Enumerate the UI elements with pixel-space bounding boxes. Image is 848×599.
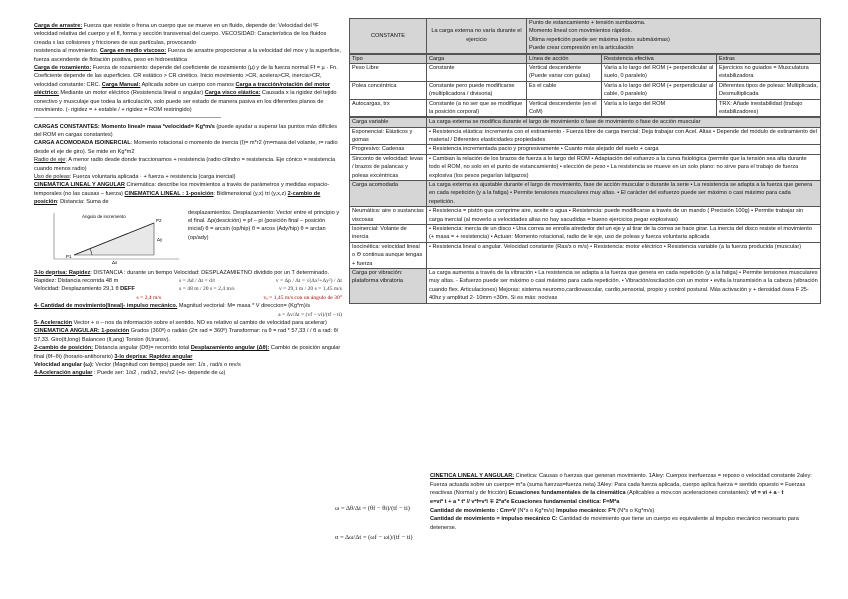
equation-aceleracion: a = Δv/Δt = (vf − vi)/(tf − ti) [278,311,342,318]
text-cargas-constantes: (puede ayudar a superar las puntos más difíciles del ROM en cargas constantes) [34,123,338,139]
section-row [350,154,821,180]
paragraph-cambio-posicion-angular [34,344,342,361]
label-cinematica-angular: CINEMATICA ANGULAR: 1-posición [34,328,130,335]
text-cinematica-angular: Grados (360º) o radián (2π rad = 360º) Transformar: ra θ = rad * 57,33 / / θ a rad: θ/ 57,33. Giro(lt,long) Balanceo (lt,ang) Torsion (lt,transv). [34,328,339,343]
table-row [350,81,821,99]
cinetica-section [430,472,820,533]
section-text: • Resistencia lineal o angular. Velocidad constante (Ras/s o m/s) • Resistencia: motor eléctrico • Resistencia variable (a la fuerza producida (muscular) [427,242,821,268]
label-carga-arrastre: Carga de arrastre: [34,23,83,29]
equation-rapidez-result: s = 2,4 m/s [136,294,162,301]
label-cinematica-lineal: CINEMATICA LINEAL : 1-posición [124,190,214,197]
section-row [350,207,821,225]
cell-tipo: Polea concéntrica [350,81,427,99]
deff-label: DEFF [120,286,135,293]
label-rozamiento: Carga de rozamiento: [34,64,92,71]
label-carga-acomodada: CARGA ACOMODADA ISOINERCIAL [34,140,131,147]
text-posicion: : Bidimensional (y,x) tri (y,x,z) [213,190,288,197]
fig-label-p2: P2 [156,217,162,223]
table-row [350,63,821,81]
text-ecuaciones-cinematica: (Aplicables a mov.con aceleraciones constantes): [625,490,752,497]
text-carga-arrastre: Fuerza que resiste o frena un cuerpo que se mueve en un fluido, depende de: Velocidad del ºF velocidad relativa del cuerpo y el fl, forma y sección transversal del cuerpo. VECOSIDAD: Característica de los fluidos creada x las colisiones y fricciones de sus partículas, provocando [34,23,327,46]
equation-velocidad-result: vₑ = 1,45 m/s con un ángulo de 30° [263,294,342,301]
label-velocidad-angular: Velocidad angular (ω): [34,361,94,368]
velocidad-desplazamiento: Velocidad: Desplazamiento 29,1 θ [34,286,121,293]
equation-alpha: α = Δω/Δt = (ωf − ωi)/(tf − ti) [335,534,413,541]
text-carga-manual: Aplicada sobre un cuerpo con manos [140,81,236,88]
paragraph-poleas [34,173,342,181]
cell-extras: Diferentes tipos de poleas: Multiplicada, Desmultiplicada [717,81,821,99]
section-text: • Cambian la relación de los brazos de fuerza a lo largo del ROM • Adaptación del esfuerzo a la curva fisiológica (permite que la tensión sea alta durante todo el ROM, no solo en el punto de estancamiento) • elección de peso • La resistencia se mueve en un solo plano: no sirve para el trabajo de fuerza explosiva (los pesos pegarían latigazos) [427,154,821,180]
text-cambio-posicion: : Distancia: Suma de [57,199,109,206]
header-resistencia: Resistencia efectiva [602,54,717,63]
figure-description: desplazamientos. Desplazamiento: Vector entre el principio y el final. Δp(descición) = pf – pi (posición final – posición inicial) θ = arcsin (op/hip) θ = arcos (Ady/hip) θ = arctan (op/ady) [188,209,340,241]
header-tipo: Tipo [350,54,427,63]
text-carga-acomodada: : Momento rotacional o momento de inercia (I)= m*r2 (m=masa del volante, r= radio desde el eje de giro). Se mide en Kg*m2 [34,140,338,155]
tipos-table [349,54,821,118]
label-ecuacion-cinetica: Ecuaciones fundamental cinética: F=M*a [509,498,620,505]
text-distancia-angular: Distancia angular (Dθ)= recorrido total [93,345,191,352]
cell-tipo: Peso Libre [350,63,427,81]
constante-description [527,19,821,54]
paragraph-radio-eje [34,156,342,173]
equation-row-accel [34,311,342,319]
text-cinematica: Cinemática: describe los movimientos a través de parámetros y medidas espacio-temporales (no las causas – fuerza) [34,182,330,197]
text-radio-eje: : A menor radio desde donde traccionamos + resistencia (radio cilindro = resistencia. Eje cónico = resistencia cuando menos radio) [34,157,336,172]
cell-extras: Ejercicios no guiados = Musculatura estabilizadora [717,63,821,81]
label-visco-elastica: Carga visco elástica: [204,90,261,97]
section-label: Carga por vibración: plataforma vibratoria [350,268,427,303]
left-column [34,22,342,567]
text-cantidad-mov: (N*s o Kg*m/s) [515,507,557,514]
constante-desc-line: Punto de estancamiento + tensión sumbaxima. [529,20,646,26]
text-velocidad-angular: Vector (Magnitud con tiempo) puede ser: 1/s , rad/s o rev/s [93,361,241,368]
text-motor-electrico: Mediante un motor eléctrico (Resistencia lineal o angular) [58,90,205,97]
header-extras: Extras [717,54,821,63]
label-medio-viscoso: Carga en medio viscoso: [99,48,167,55]
fig-label-p1: P1 [66,253,72,259]
section-label: Carga variable [350,118,427,127]
equation-velocidad: v = Δp / Δt = √(Δx²+Δy²) / Δt [275,277,342,284]
cell-linea: Vertical descendente (Puede variar con guías) [527,63,602,81]
paragraph-cantidad-movimiento [34,302,342,310]
text-equivalencia: Cantidad de movimiento que tiene un cuerpo es equivalente al impulso mecánico necesario para detenerse. [430,516,799,531]
text-impulso: (N*s o Kg*m/s) [615,507,655,514]
label-aceleracion: 5- Aceleración [34,319,73,326]
label-cantidad-mov: Cantidad de movimiento : Cm=V [430,507,516,514]
cell-extras: TRX: Añade inestabilidad (trabajo estabilizadores) [717,99,821,117]
text-medio-viscoso: Fuerza de arrastre proporcionar a la velocidad del mov y la superficie, fuerza ascendente de flotación positiva, peso en hidroestática [34,48,341,63]
text-visco-elastica: Causada x la rigidez del tejido conectivo y musculaje que todea la articulación, solo puede ser estado de manera pasiva en los diferentes planos de movimiento. (- rigidez = + estable / + rigidez = ROM restringido) [34,90,337,113]
section-row [350,242,821,268]
paragraph-arrastre [34,22,342,47]
cell-carga: Constante [427,63,527,81]
fig-label-angle: Ángulo de incremento [82,213,126,219]
section-label: Isoinercial: Volante de inercia [350,224,427,242]
label-motor-electrico: Carga a tracción/rotación del motor eléctrico: [34,81,330,97]
equation-row-1 [34,277,342,285]
cell-resistencia: Varía a lo largo del ROM (+ perpendicular al suelo, 0 paralelo) [602,63,717,81]
paragraph-cinematica [34,181,342,206]
label-equivalencia: Cantidad de movimiento = impulso mecánico C: [430,516,558,523]
label-radio-eje: Radio de eje [34,157,66,164]
displacement-diagram [34,209,184,267]
section-text: La carga externa es ajustable durante el largo de movimiento, fase de acción muscular o durante la serie • La resistencia se adapta a la fuerza que genera en cada repetición (y a la fatiga) • Permite tensiones musculares muy altas. • El carácter del esfuerzo puede ser máximo o casi máximo para cada repetición. [427,181,821,207]
cell-resistencia: Varía a lo largo del ROM [602,99,717,117]
fig-label-dy: Δy [157,236,163,242]
section-row [350,118,821,127]
constante-carga-externa: La carga externa no varía durante el ejercicio [427,19,527,54]
rapidez-distancia: Rapidez: Distancia recorrida 48 m [34,277,119,284]
tipos-header-row [350,54,821,63]
constante-desc-line: Última repetición puede ser máxima (estos submáximas) [529,36,670,43]
text-aceleracion-angular: : Puede ser: 1/s2 , rad/s2, rev/s2 (+o- depende de ω) [92,370,226,377]
paragraph-viscoso [34,47,342,64]
text-rapidez: : DISTANCIA : durante un tiempo Velocidad: DESPLAZAMIETNO dividido por un T determinado. [90,269,330,276]
label-cinetica: CINETICA LINEAL Y ANGULAR: [430,473,515,479]
paragraph-rozamiento [34,64,342,114]
header-carga: Carga [427,54,527,63]
cell-carga: Constante pero puede modificarse (multiplicadora / divisoria) [427,81,527,99]
section-label: Progresivo: Cadenas [350,145,427,154]
fig-label-dx: Δx [112,259,118,265]
constante-desc-line: Momento lineal con movimientos rápidos. [529,28,632,35]
text-rozamiento: Fuerza de rozamiento: depende del coeficiente de rozamiento (µ) y de la fuerza normal Ff = µ · Fn. Coeficiente depende de las superficies. CR estático > CR cinético. Inicio movimiento >CR, acelera>CR, inercia>CR, velocidad constante: CRC. [34,64,338,88]
section-label: Exponencial: Elásticos y gomas [350,127,427,145]
label-cantidad-movimiento: 4- Cantidad de movimiento(lineal)- impulso mecánico. [34,303,178,310]
text-desplazamiento-angular: Cambio de posición angular final (θf−θi) (horario-antihorario) [34,345,341,360]
paragraph-carga-acomodada [34,139,342,156]
section-text: • Resistencia = pistón que comprime aire, aceite o agua • Resistencia: puede modificarse a través de un mando ( Precisión 100g) • Permite trabajar sin carga inercial (al moverlo a velocidades altas no hay sacudidas = bueno ejercicios pegar explosivas) [427,207,821,225]
label-poleas: Uso de poleas [34,174,70,181]
equation-row-3 [34,294,342,302]
constante-header-row [350,19,821,54]
table-row [350,99,821,117]
paragraph-velocidad-angular [34,361,342,369]
section-row [350,268,821,303]
section-text: • Resistencia: inercia de un disco • Una correa se enrolla alrededor del un eje y al tirar de la correa se hace girar. La inercia del disco resiste el movimiento (+ masa = + resistencia) • Actuan: Momento rotacional, radio de le eje, uso de poleas y fuerza voluntaria aplicada [427,224,821,242]
constante-title: CONSTANTE [350,19,427,54]
equation-rapidez: s = Δd / Δt = d/t [179,277,215,284]
paragraph-aceleracion-angular [34,369,342,377]
constante-desc-line: Puede crear compresión en la articulación [529,45,634,52]
cell-linea: Es el cable [527,81,602,99]
label-cinematica: CINEMÁTICA LINEAL Y ANGULAR [34,182,125,189]
equation-velocidad-value: v = 29,1 m / 20 s = 1,45 m/s [278,286,342,293]
label-impulso: Impulso mecánico: F*t [556,507,616,514]
paragraph-aceleracion [34,319,342,327]
label-cambio-posicion: 2-cambio de posición [34,190,321,206]
equation-row-2 [34,285,342,293]
section-text: La carga externa se modifica durante el largo de movimiento o fase de movimiento o fase de acción muscular [427,118,821,127]
paragraph-rapidez [34,269,342,277]
label-desplazamiento-angular: Desplazamiento angular (Δθ): [190,345,270,352]
equation-vf: vf = vi + a · t [751,490,784,497]
equation-e: e=vi* t + a * t² // v²f=v²i ∓ 2*a*e [430,498,510,505]
label-rapidez-angular: 3-lo deprisa: Rapidez angular [114,353,193,360]
text-cantidad-movimiento: Magnitud vectorial: M= masa * V direccion= (Kg*m)/s [177,303,311,310]
constante-table [349,18,821,54]
paragraph-cargas-constantes [34,123,342,140]
angular-formulas [335,485,430,541]
label-rapidez: 3-lo deprisa: Rapidez [34,269,91,276]
equation-rapidez-value: s = 48 m / 20 s = 2,4 m/s [179,286,235,293]
label-aceleracion-angular: 4-Aceleración angular [34,370,93,377]
text-cinetica: Cinetica: Causas o fuerzas que generan movimiento. 1Aley: Cuerpos inerfuerzas = reposo o velocidad constante 2aley: Fuerza actuada sobre un cuerpo= m*a (suma fuerzas=fuerza neta) 3Aley: Para cada fuerza aplicada, cuerpo aplica fuerza = sentido opuesto = Fuerzas reactivas (Normal y de fricción) [430,473,812,497]
cell-resistencia: Varía a lo largo del ROM (+ perpendicular al cable, 0 paralelo) [602,81,717,99]
section-text: • Resistencia elástica: incrementa con el estiramiento - Fuerza libre de carga inercial: Deja trabajar con Acel. Altas • Depende del módulo de estiramiento del material / Diferentes elasticidades propiedades [427,127,821,145]
section-row [350,224,821,242]
label-ecuaciones-cinematica: Ecuaciones fundamentales de la cinemática [508,490,626,497]
text-resistencia: resistencia al movimiento. [34,48,100,55]
section-row [350,127,821,145]
section-row [350,145,821,154]
section-label: Neumática: aire o sustancias viscosas [350,207,427,225]
header-linea-accion: Línea de acción [527,54,602,63]
displacement-figure [34,209,342,267]
label-carga-manual: Carga Manual: [101,81,141,88]
cell-linea: Vertical descendente (en el CoM) [527,99,602,117]
variable-table [349,117,821,303]
cell-carga: Constante (a no ser que se modifique la posición corporal) [427,99,527,117]
equation-omega: ω = Δθ/Δt = (θf − θi)/(tf − ti) [335,505,410,512]
text-aceleracion: Vector + o – nos da información sobre el sentido. NO es relativo al cambio de velocidad para acelerar) [72,319,327,326]
section-text: • Resistencia incrementada pacio y progresivamente • Cuanto más alejado del suelo + carga [427,145,821,154]
paragraph-cinematica-angular [34,327,342,344]
section-label: Carga acomodada [350,181,427,207]
section-row [350,181,821,207]
section-text: La carga aumenta a través de la vibración • La resistencia se adapta a la fuerza que genera en cada repetición (y a la fatiga) • Permite tensiones musculares muy altas. - Esfuerzo puede ser máximo o casi máximo para cada repetición. • Vibración/oscilación con un motor • evita la transmisión a la cabeza (vibración cuando flex. Articulaciones) Mejoras: sistema neuromo,cardiovascular, cardio,sensorial, propio y control postural. Más activación y + densidad ósea F 25-40hz y amplitud 2- 10mm <30m. Si es más: nocivas [427,268,821,303]
separator-line: ----------------------------------------------------------------------------------------------------------------------------------------- [34,115,221,122]
section-label: Isocinética: velocidad lineal o Θ continua aunque tengas + fuerza [350,242,427,268]
label-cargas-constantes: CARGAS CONSTANTES: Momento lineal= masa *velocidad= Kg*m/s [34,123,215,130]
label-cambio-posicion-angular: 2-cambio de posición: [34,345,94,352]
text-poleas: : Fuerza voluntaria aplicada · + fuerza + resistencia (carga inercial) [69,174,236,181]
section-label: Sinconto de velocidad: levas / brazos de palancas y poleas excéntricas [350,154,427,180]
cell-tipo: Autocargas, trx [350,99,427,117]
